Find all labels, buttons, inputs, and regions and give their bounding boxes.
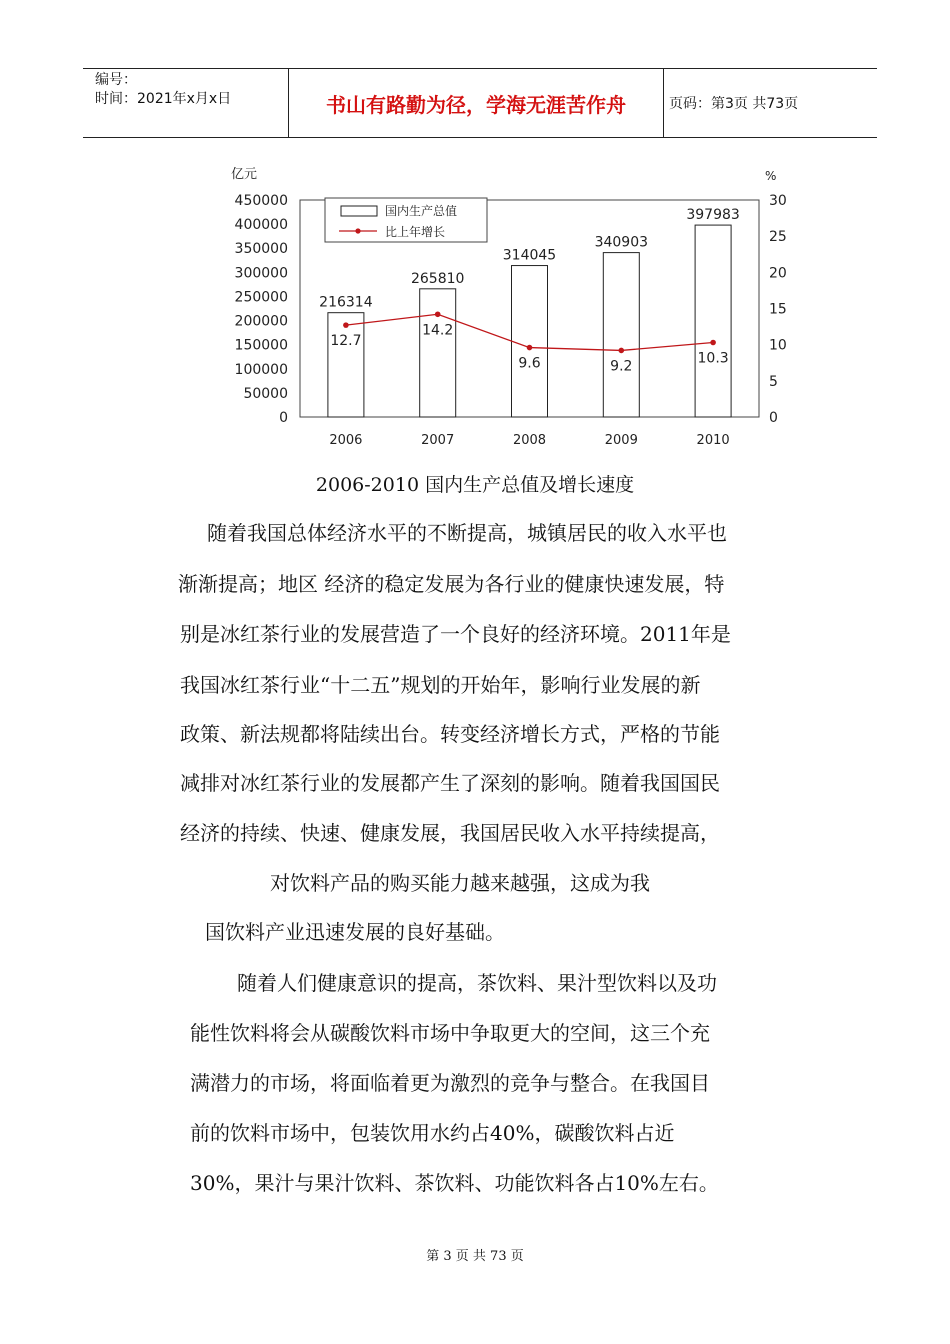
page-header bbox=[83, 68, 877, 138]
header-page-info: 页码：第3页 共73页 bbox=[669, 96, 799, 112]
right-tick-label: 15 bbox=[769, 301, 787, 318]
left-tick-label: 150000 bbox=[234, 337, 288, 354]
paragraph-line: 随着我国总体经济水平的不断提高，城镇居民的收入水平也 bbox=[207, 521, 727, 545]
legend-line-marker bbox=[355, 228, 360, 233]
left-tick-label: 0 bbox=[279, 410, 288, 426]
x-axis-ticks bbox=[329, 433, 729, 448]
growth-point bbox=[527, 345, 533, 351]
paragraph-line: 30%，果汁与果汁饮料、茶饮料、功能饮料各占10%左右。 bbox=[190, 1171, 719, 1195]
growth-value-label: 12.7 bbox=[330, 333, 362, 350]
growth-point bbox=[343, 322, 349, 328]
left-axis-unit: 亿元 bbox=[231, 167, 258, 182]
right-tick-label: 30 bbox=[769, 193, 787, 209]
x-tick-label: 2006 bbox=[329, 433, 363, 448]
gdp-bar bbox=[603, 253, 639, 417]
paragraph-line: 渐渐提高；地区 经济的稳定发展为各行业的健康快速发展，特 bbox=[178, 572, 725, 596]
legend bbox=[325, 198, 487, 242]
growth-point bbox=[619, 348, 625, 354]
header-meta bbox=[83, 69, 288, 137]
bar-value-label: 314045 bbox=[502, 247, 557, 264]
x-tick-label: 2010 bbox=[696, 433, 730, 448]
chart-caption: 2006-2010 国内生产总值及增长速度 bbox=[315, 474, 635, 496]
gdp-bar bbox=[420, 289, 456, 417]
bar-value-label: 397983 bbox=[686, 207, 740, 224]
bar-value-label: 265810 bbox=[410, 270, 465, 287]
legend-bar-swatch bbox=[341, 206, 377, 216]
right-tick-label: 0 bbox=[769, 410, 778, 426]
paragraph-line: 别是冰红茶行业的发展营造了一个良好的经济环境。2011年是 bbox=[180, 622, 731, 646]
doc-date-label: 时间：2021年x月x日 bbox=[95, 91, 232, 107]
right-axis-unit: % bbox=[765, 169, 777, 183]
paragraph-line: 政策、新法规都将陆续出台。转变经济增长方式，严格的节能 bbox=[180, 722, 720, 746]
x-tick-label: 2009 bbox=[604, 433, 638, 448]
gdp-bar bbox=[328, 313, 364, 417]
gdp-bar bbox=[695, 225, 731, 417]
right-tick-label: 5 bbox=[769, 373, 778, 390]
legend-line-label: 比上年增长 bbox=[385, 225, 446, 239]
right-tick-label: 20 bbox=[769, 265, 787, 282]
paragraph-line: 随着人们健康意识的提高，茶饮料、果汁型饮料以及功 bbox=[237, 971, 717, 995]
header-motto: 书山有路勤为径，学海无涯苦作舟 bbox=[288, 69, 664, 137]
x-tick-label: 2007 bbox=[421, 433, 455, 448]
gdp-chart bbox=[215, 158, 787, 458]
left-axis-ticks bbox=[235, 193, 288, 426]
paragraph-line: 前的饮料市场中，包装饮用水约占40%，碳酸饮料占近 bbox=[190, 1121, 675, 1145]
left-tick-label: 450000 bbox=[234, 193, 288, 209]
left-tick-label: 400000 bbox=[234, 217, 288, 234]
right-tick-label: 25 bbox=[769, 229, 787, 246]
paragraph-line: 减排对冰红茶行业的发展都产生了深刻的影响。随着我国国民 bbox=[180, 771, 720, 795]
growth-value-label: 10.3 bbox=[697, 350, 729, 367]
left-tick-label: 50000 bbox=[243, 385, 288, 402]
left-tick-label: 300000 bbox=[234, 265, 288, 282]
doc-number-label: 编号： bbox=[95, 72, 137, 88]
right-tick-label: 10 bbox=[769, 337, 787, 354]
left-tick-label: 350000 bbox=[234, 241, 288, 258]
paragraph-line: 国饮料产业迅速发展的良好基础。 bbox=[205, 920, 505, 944]
growth-point bbox=[710, 340, 716, 346]
left-tick-label: 250000 bbox=[234, 289, 288, 306]
page-footer: 第 3 页 共 73 页 bbox=[426, 1249, 524, 1264]
gdp-bar bbox=[512, 266, 548, 417]
growth-value-label: 9.6 bbox=[518, 355, 541, 372]
growth-point bbox=[435, 311, 441, 317]
paragraph-line: 经济的持续、快速、健康发展，我国居民收入水平持续提高， bbox=[180, 821, 720, 845]
legend-bar-label: 国内生产总值 bbox=[385, 204, 458, 218]
paragraph-line: 我国冰红茶行业“十二五”规划的开始年，影响行业发展的新 bbox=[180, 673, 701, 697]
right-axis-ticks bbox=[769, 193, 787, 426]
paragraph-line: 满潜力的市场，将面临着更为激烈的竞争与整合。在我国目 bbox=[190, 1071, 710, 1095]
growth-value-label: 9.2 bbox=[610, 358, 633, 375]
bar-value-label: 340903 bbox=[594, 234, 649, 251]
left-tick-label: 100000 bbox=[234, 361, 288, 378]
growth-value-label: 14.2 bbox=[422, 322, 454, 339]
left-tick-label: 200000 bbox=[234, 313, 288, 330]
paragraph-line: 能性饮料将会从碳酸饮料市场中争取更大的空间，这三个充 bbox=[190, 1021, 710, 1045]
bar-value-label: 216314 bbox=[319, 294, 373, 311]
paragraph-line: 对饮料产品的购买能力越来越强，这成为我 bbox=[270, 871, 650, 895]
x-tick-label: 2008 bbox=[512, 433, 547, 448]
